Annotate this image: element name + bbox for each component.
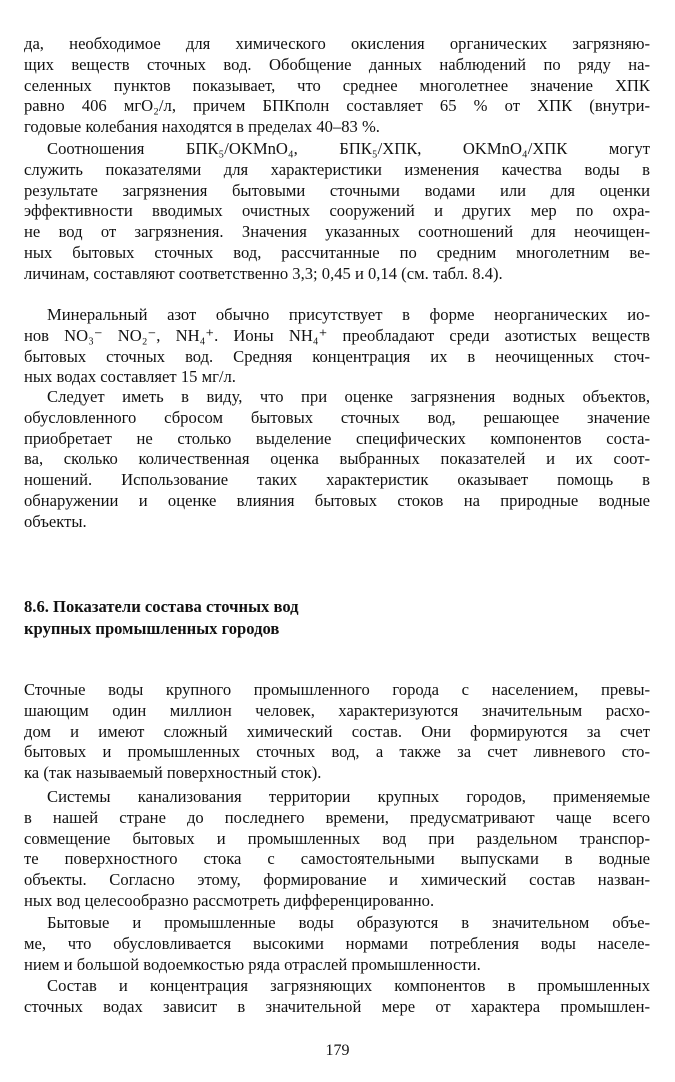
text-line: ных вод целесообразно рассмотреть дифференцированно. bbox=[24, 890, 435, 910]
text-line: Соотношения БПК₅/OKMnO₄, БПК₅/ХПК, OKMnO₄/ХПК могут bbox=[47, 139, 650, 158]
text-line: обнаружении и оценке влияния бытовых стоков на природные водные bbox=[24, 490, 650, 510]
text-line: Сточные воды крупного промышленного города с населением, превы- bbox=[24, 680, 650, 699]
page-number: 179 bbox=[325, 1042, 350, 1059]
text-line: бытовых и промышленных сточных вод, а также за счет ливневого сто- bbox=[24, 742, 650, 762]
text-line: шающим один миллион человек, характеризуются значительным расхо- bbox=[24, 700, 650, 720]
text-line: Бытовые и промышленные воды образуются в значительном объе- bbox=[47, 913, 650, 932]
text-line: щих веществ сточных вод. Обобщение данных наблюдений по ряду на- bbox=[24, 54, 650, 74]
text-line: селенных пунктов показывает, что среднее многолетнее значение ХПК bbox=[24, 75, 650, 95]
text-line: Системы канализования территории крупных городов, применяемые bbox=[47, 787, 650, 806]
text-line: годовые колебания находятся в пределах 40–83 %. bbox=[24, 117, 380, 137]
text-line: обусловленного сбросом бытовых сточных вод, решающее значение bbox=[24, 407, 650, 427]
text-line: служить показателями для характеристики изменения качества воды в bbox=[24, 159, 650, 179]
text-line: ва, сколько количественная оценка выбранных показателей и их соот- bbox=[24, 449, 650, 469]
text-line: равно 406 мгО₂/л, причем БПКполн составляет 65 % от ХПК (внутри- bbox=[24, 96, 650, 116]
paragraph-mineral-nitrogen bbox=[24, 305, 650, 388]
text-line: объекты. bbox=[24, 511, 87, 531]
text-line: не вод от загрязнения. Значения указанных соотношений для неочищен- bbox=[24, 222, 650, 242]
text-line: бытовых сточных вод. Средняя концентрация их в неочищенных сточ- bbox=[24, 346, 650, 366]
text-line: ных водах составляет 15 мг/л. bbox=[24, 367, 236, 387]
text-line: результате загрязнения бытовыми сточными водами или для оценки bbox=[24, 180, 650, 200]
paragraph-volume bbox=[24, 913, 650, 975]
text-line: ных бытовых сточных вод, рассчитанные по средним многолетним ве- bbox=[24, 242, 650, 262]
paragraph-city-wastewater bbox=[24, 680, 650, 784]
section-title-line-1: 8.6. Показатели состава сточных вод bbox=[24, 597, 299, 616]
text-line: совмещение бытовых и промышленных вод при раздельном транспор- bbox=[24, 828, 650, 848]
text-line: в нашей стране до последнего времени, предусматривают чаще всего bbox=[24, 807, 650, 827]
paragraph-ratios bbox=[24, 139, 650, 285]
paragraph-composition bbox=[24, 976, 650, 1018]
text-line: дом и имеют сложный химический состав. Они формируются за счет bbox=[24, 721, 650, 741]
text-line: Состав и концентрация загрязняющих компонентов в промышленных bbox=[47, 976, 650, 995]
text-line: сточных водах зависит в значительной мере от характера промышлен- bbox=[24, 996, 650, 1016]
section-heading bbox=[24, 597, 650, 641]
text-line: те поверхностного стока с самостоятельными выпусками в водные bbox=[24, 849, 650, 869]
text-line: Следует иметь в виду, что при оценке загрязнения водных объектов, bbox=[47, 387, 650, 406]
text-line: объекты. Согласно этому, формирование и химический состав назван- bbox=[24, 870, 650, 890]
text-line: ка (так называемый поверхностный сток). bbox=[24, 763, 322, 783]
text-line: Минеральный азот обычно присутствует в форме неорганических ио- bbox=[47, 305, 650, 324]
text-line: ме, что обусловливается высокими нормами потребления воды населе- bbox=[24, 933, 650, 953]
text-line: эффективности вводимых очистных сооружений и других мер по охра- bbox=[24, 201, 650, 221]
text-line: нием и большой водоемкостью ряда отраслей промышленности. bbox=[24, 954, 481, 974]
text-line: нов NO₃⁻ NO₂⁻, NH₄⁺. Ионы NH₄⁺ преобладают среди азотистых веществ bbox=[24, 325, 650, 345]
section-title-line-2: крупных промышленных городов bbox=[24, 619, 280, 638]
paragraph-sewer-systems bbox=[24, 787, 650, 912]
text-line: ношений. Использование таких характеристик оказывает помощь в bbox=[24, 470, 650, 490]
text-line: личинам, составляют соответственно 3,3; 0,45 и 0,14 (см. табл. 8.4). bbox=[24, 263, 503, 283]
paragraph-assessment bbox=[24, 387, 650, 533]
text-line: да, необходимое для химического окисления органических загрязняю- bbox=[24, 34, 650, 53]
text-line: приобретает не столько выделение специфических компонентов соста- bbox=[24, 428, 650, 448]
top-paragraph bbox=[24, 34, 650, 138]
